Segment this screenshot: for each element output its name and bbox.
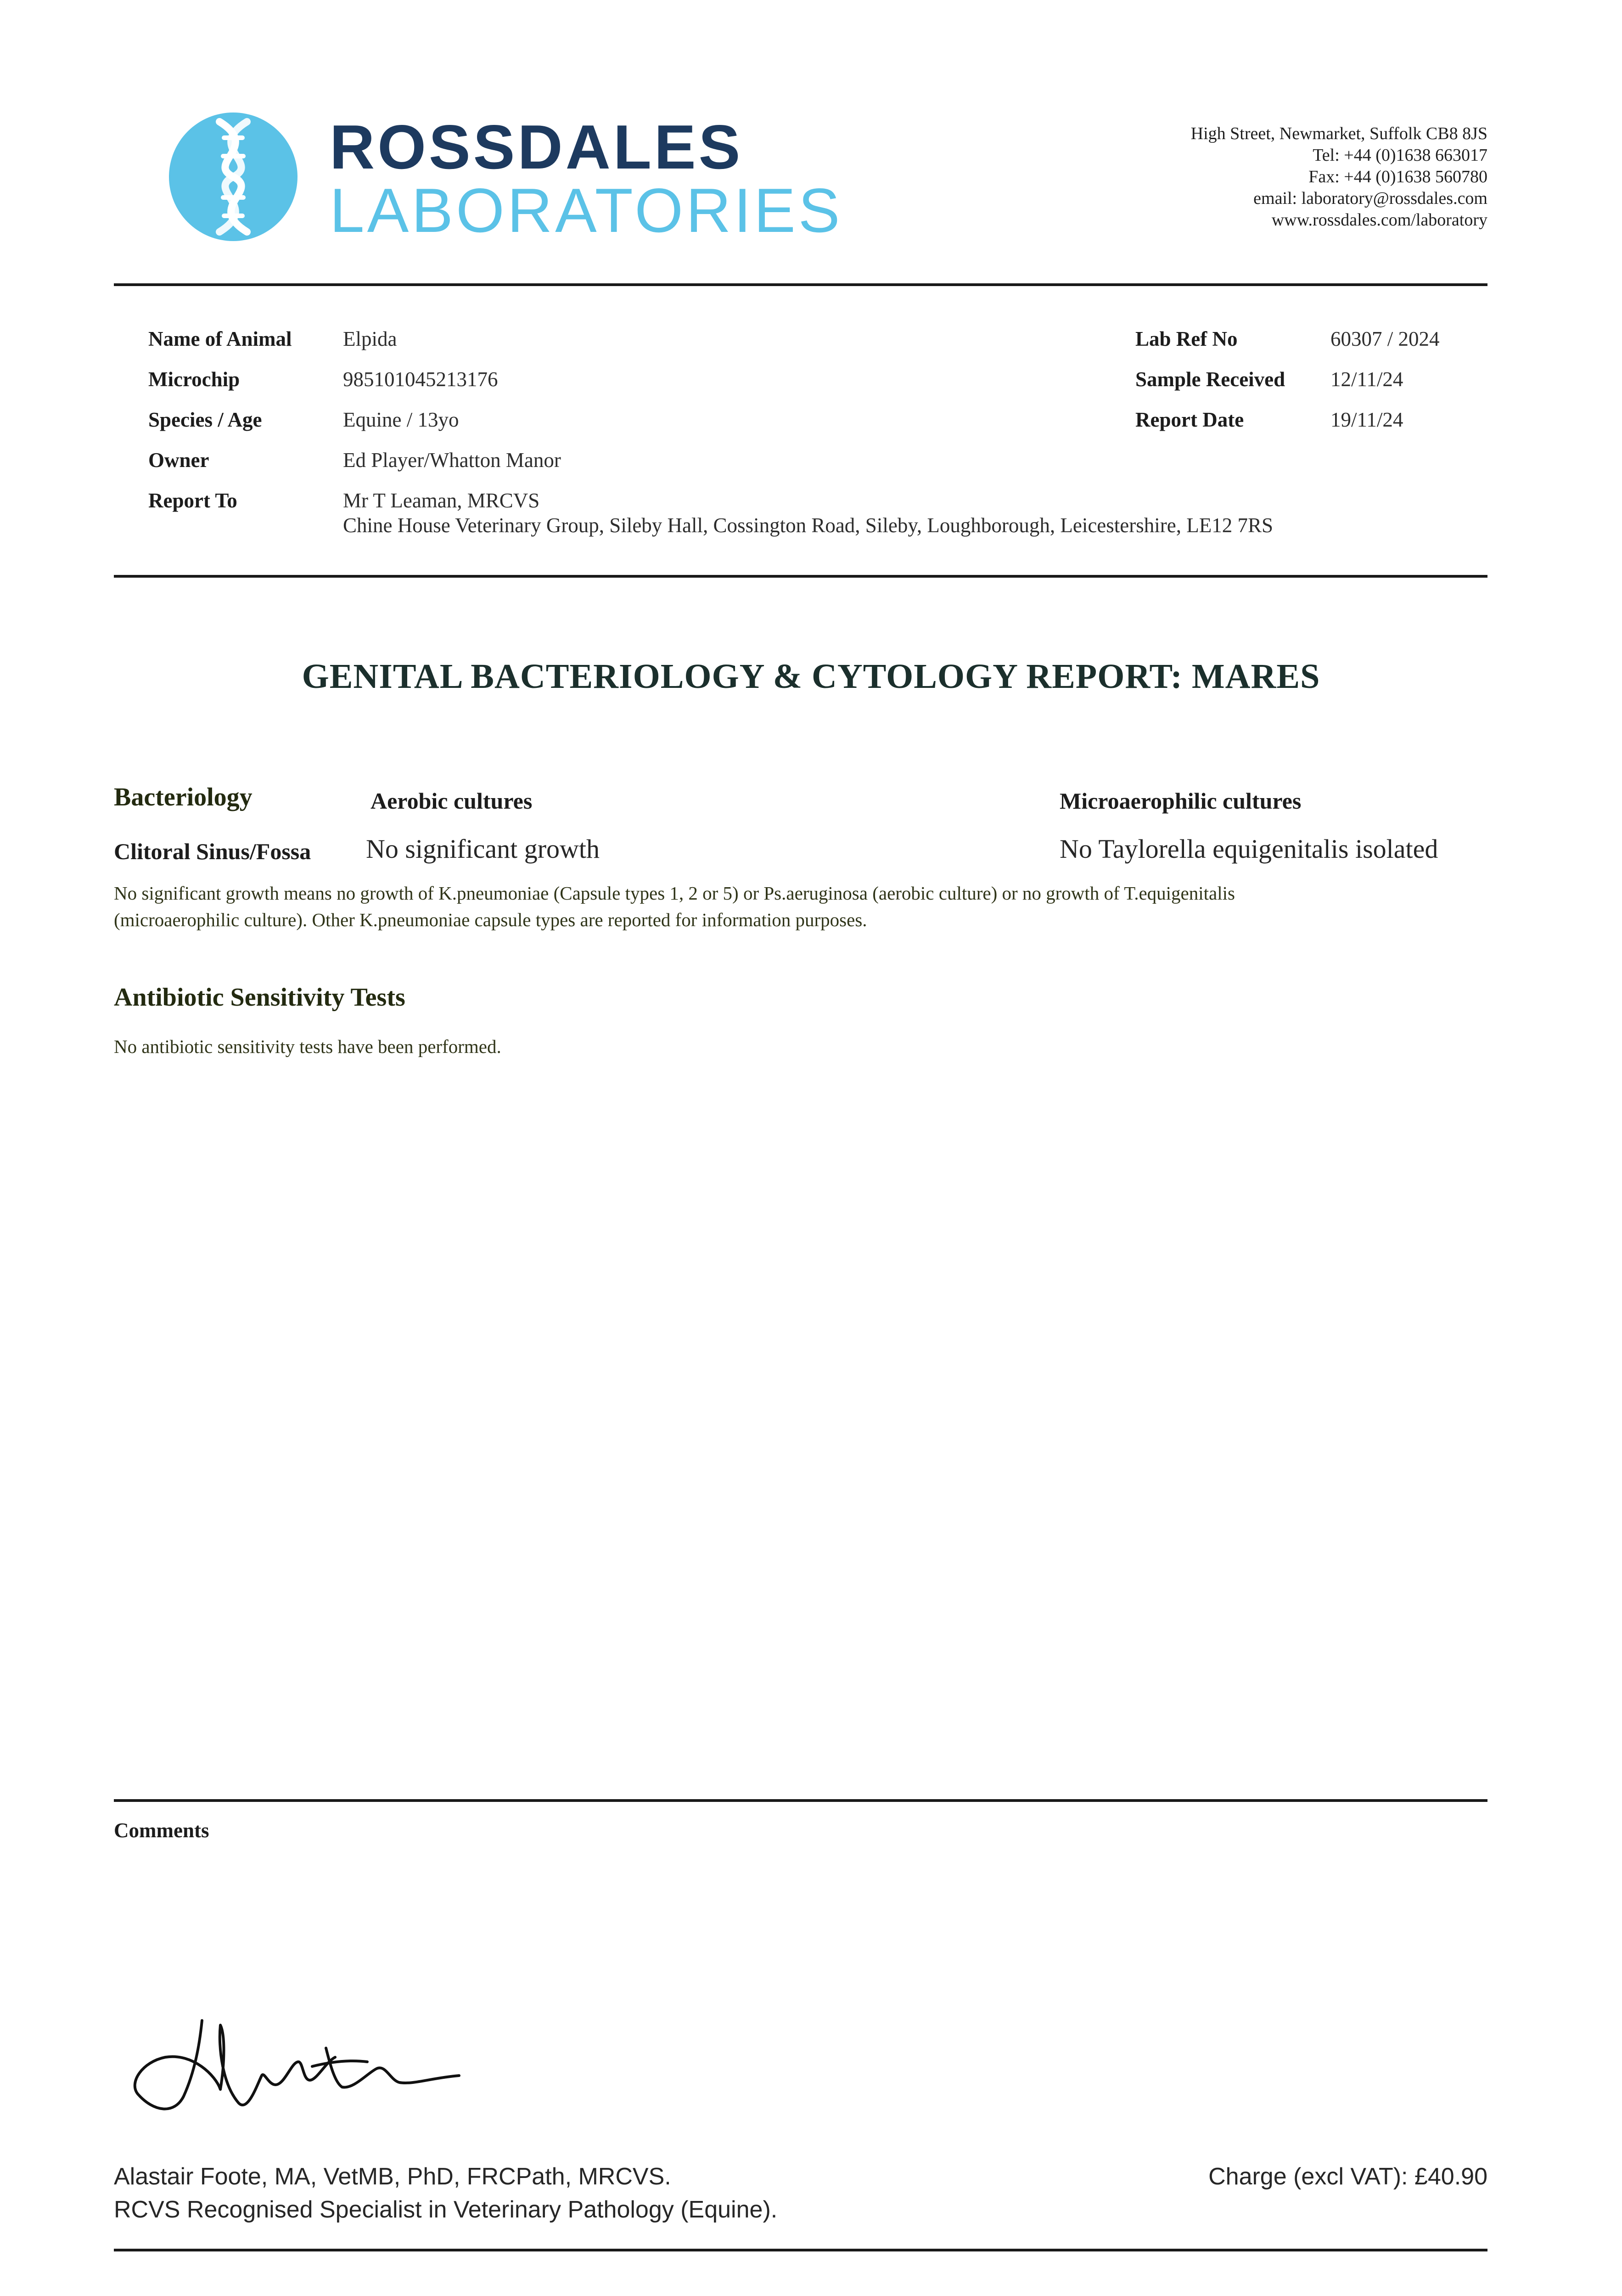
report-date-value: 19/11/24 [1330,408,1403,431]
address-line: High Street, Newmarket, Suffolk CB8 8JS [1190,124,1487,143]
report-date-label: Report Date [1135,408,1244,431]
microaerophilic-result: No Taylorella equigenitalis isolated [1060,834,1438,864]
lab-address [1191,123,1487,231]
signature-image [110,1993,477,2131]
report-to-label: Report To [148,489,237,512]
owner-label: Owner [148,449,209,472]
charge-amount: Charge (excl VAT): £40.90 [1208,2163,1487,2190]
comments-divider [114,1799,1487,1802]
microchip-value: 985101045213176 [343,368,498,391]
report-title: GENITAL BACTERIOLOGY & CYTOLOGY REPORT: MARES [302,657,1320,696]
bacteriology-note-line2: (microaerophilic culture). Other K.pneumoniae capsule types are reported for information purposes. [114,909,867,930]
bacteriology-note-line1: No significant growth means no growth of K.pneumoniae (Capsule types 1, 2 or 5) or Ps.aeruginosa (aerobic culture) or no growth of T.equigenitalis [114,883,1235,904]
info-divider [114,575,1487,578]
aerobic-result: No significant growth [366,834,600,864]
animal-name: Elpida [343,327,397,350]
fax-line: Fax: +44 (0)1638 560780 [1308,167,1487,186]
phone-line: Tel: +44 (0)1638 663017 [1313,146,1487,165]
sample-received-value: 12/11/24 [1330,368,1403,391]
comments-heading: Comments [114,1819,209,1842]
species-label: Species / Age [148,408,262,431]
logo-wordmark-laboratories: LABORATORIES [330,175,843,245]
signer-specialism: RCVS Recognised Specialist in Veterinary Pathology (Equine). [114,2196,778,2223]
antibiotic-heading: Antibiotic Sensitivity Tests [114,983,405,1012]
lab-ref-label: Lab Ref No [1135,327,1238,350]
sample-site: Clitoral Sinus/Fossa [114,838,311,864]
species-value: Equine / 13yo [343,408,459,431]
report-to-name: Mr T Leaman, MRCVS [343,489,540,512]
antibiotic-text: No antibiotic sensitivity tests have been performed. [114,1036,501,1057]
microaerophilic-cultures-heading: Microaerophilic cultures [1060,788,1302,814]
logo-wordmark-rossdales: ROSSDALES [330,112,743,182]
footer-divider [114,2249,1487,2251]
owner-value: Ed Player/Whatton Manor [343,449,561,472]
signer-name: Alastair Foote, MA, VetMB, PhD, FRCPath, MRCVS. [114,2163,671,2190]
dna-helix-icon [169,113,297,241]
header-divider [114,283,1487,286]
website-link[interactable]: www.rossdales.com/laboratory [1271,210,1487,230]
sample-received-label: Sample Received [1135,368,1285,391]
aerobic-cultures-heading: Aerobic cultures [370,788,533,814]
microchip-label: Microchip [148,368,240,391]
lab-ref-value: 60307 / 2024 [1330,327,1440,350]
bacteriology-heading: Bacteriology [114,783,253,811]
email-link[interactable]: email: laboratory@rossdales.com [1253,189,1487,208]
name-label: Name of Animal [148,327,292,350]
report-to-address: Chine House Veterinary Group, Sileby Hall, Cossington Road, Sileby, Loughborough, Leicestershire, LE12 7RS [343,514,1273,537]
